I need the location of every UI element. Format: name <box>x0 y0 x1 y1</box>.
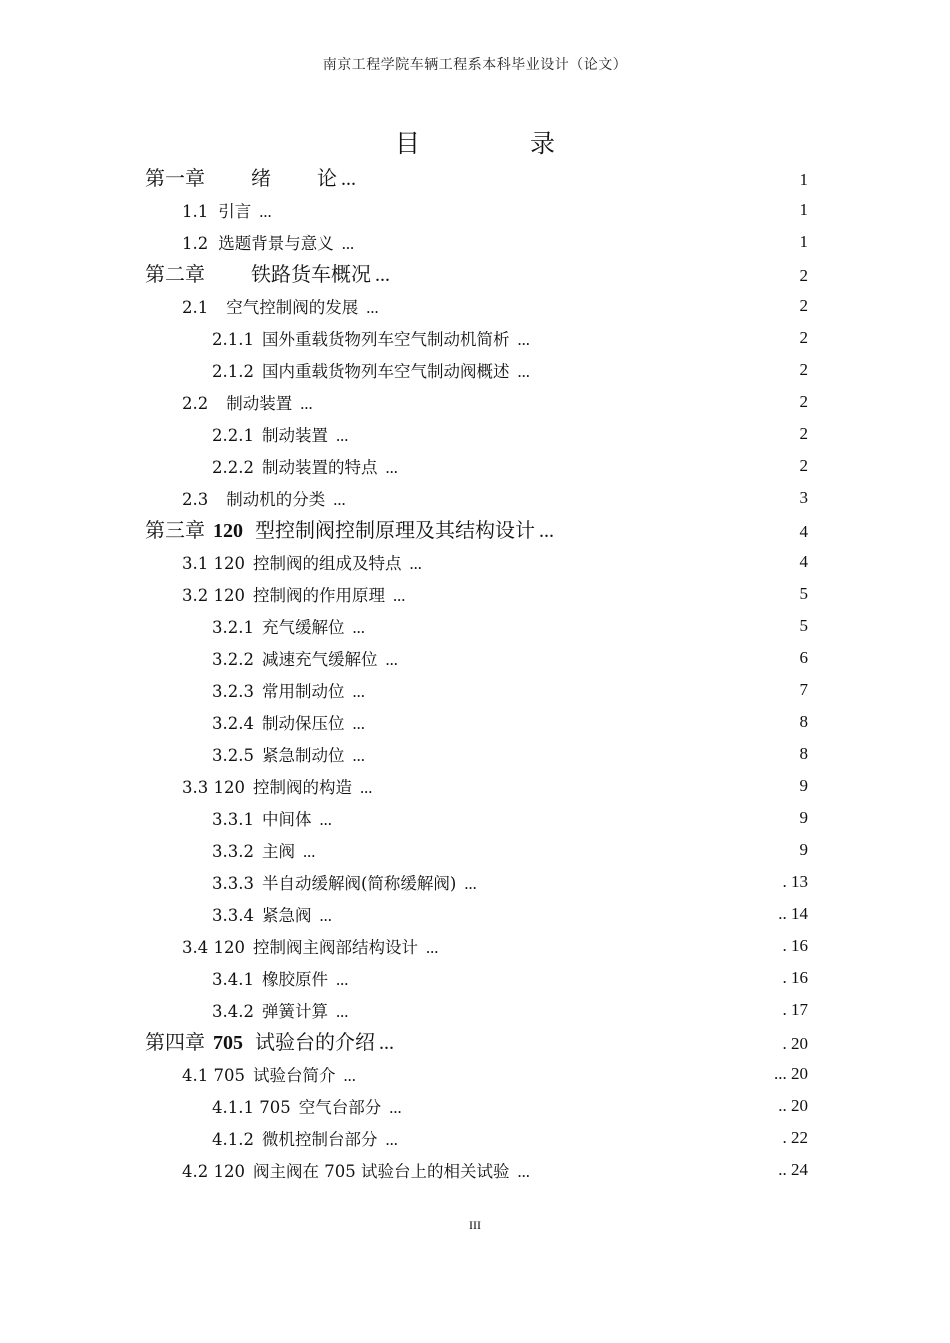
toc-chapter-entry[interactable] <box>0 1026 950 1058</box>
toc-entry-number: 第一章 <box>145 166 205 190</box>
toc-entry-number: 4.1.1 705 <box>212 1098 291 1117</box>
toc-entry-label <box>212 902 332 926</box>
toc-entry-title: 引言 <box>218 202 252 221</box>
toc-entry[interactable] <box>0 962 950 994</box>
toc-entry-label <box>212 614 365 638</box>
toc-entry-leader: ... <box>425 938 439 957</box>
toc-entry[interactable] <box>0 482 950 514</box>
toc-entry[interactable] <box>0 866 950 898</box>
toc-entry-label <box>212 870 477 894</box>
toc-entry[interactable] <box>0 994 950 1026</box>
toc-entry-label <box>182 230 354 254</box>
toc-entry-number: 3.2.1 <box>212 618 254 637</box>
toc-entry-label <box>145 1026 394 1055</box>
toc-entry-page: 2 <box>799 392 808 411</box>
page-header: 南京工程学院车辆工程系本科毕业设计（论文） <box>322 57 628 73</box>
toc-entry[interactable] <box>0 290 950 322</box>
toc-entry-number: 3.3 120 <box>182 778 245 797</box>
toc-entry-label <box>182 582 405 606</box>
toc-entry-page: . 22 <box>782 1128 808 1147</box>
toc-entry-title: 微机控制台部分 <box>261 1130 378 1149</box>
toc-entry-page: 8 <box>799 744 808 763</box>
toc-entry-number: 2.3 <box>182 490 209 509</box>
toc-entry-label <box>182 550 422 574</box>
toc-entry-title: 制动保压位 <box>261 714 345 733</box>
toc-entry[interactable] <box>0 322 950 354</box>
toc-entry-number: 2.2.1 <box>212 426 254 445</box>
toc-entry-title: 选题背景与意义 <box>218 234 334 253</box>
toc-entry-leader: ... <box>335 970 349 989</box>
toc-entry-title: 减速充气缓解位 <box>261 650 378 669</box>
toc-entry-label <box>212 678 365 702</box>
toc-entry-label <box>212 806 332 830</box>
toc-entry[interactable] <box>0 738 950 770</box>
toc-entry-title: 试验台的介绍 <box>255 1030 375 1054</box>
toc-entry-title: 控制阀主阀部结构设计 <box>252 938 418 957</box>
toc-entry-label <box>212 646 398 670</box>
toc-chapter-entry[interactable] <box>0 514 950 546</box>
toc-entry-bold-number: 705 <box>213 1032 243 1054</box>
toc-entry-number: 3.1 120 <box>182 554 245 573</box>
toc-entry-label <box>182 774 372 798</box>
toc-entry[interactable] <box>0 834 950 866</box>
toc-entry-page: 8 <box>799 712 808 731</box>
toc-entry-title: 主阀 <box>261 842 295 861</box>
toc-entry-leader: ... <box>539 520 554 542</box>
toc-entry-page: 2 <box>799 360 808 379</box>
toc-entry[interactable] <box>0 706 950 738</box>
toc-entry-leader: ... <box>409 554 422 573</box>
toc-entry-leader: ... <box>259 202 272 221</box>
toc-entry-title: 控制阀的作用原理 <box>252 586 385 605</box>
toc-entry-title: 制动装置的特点 <box>261 458 378 477</box>
toc-entry-title-part2: 论 <box>317 166 337 190</box>
toc-entry-number: 1.1 <box>182 202 209 221</box>
toc-entry-number: 3.4 120 <box>182 938 245 957</box>
toc-entry-page: .. 20 <box>778 1096 808 1115</box>
toc-entry-leader: ... <box>366 298 379 317</box>
toc-entry-title: 常用制动位 <box>261 682 345 701</box>
toc-entry-page: 9 <box>799 808 808 827</box>
toc-entry-page: 7 <box>799 680 808 699</box>
toc-entry-number: 第三章 <box>145 518 205 542</box>
toc-entry-page: 2 <box>799 424 808 443</box>
toc-entry[interactable] <box>0 226 950 258</box>
toc-title-char-1: 目 <box>394 129 420 158</box>
toc-entry-title: 充气缓解位 <box>261 618 345 637</box>
toc-entry-title: 绪 <box>251 166 271 190</box>
toc-entry[interactable] <box>0 450 950 482</box>
toc-title-char-2: 录 <box>530 129 556 158</box>
toc-entry-number: 1.2 <box>182 234 209 253</box>
toc-entry-title: 型控制阀控制原理及其结构设计 <box>255 518 535 542</box>
toc-entry-label <box>212 422 348 446</box>
toc-entry-leader: ... <box>300 394 313 413</box>
toc-entry-label <box>212 1094 402 1118</box>
toc-entry-leader: ... <box>385 650 398 669</box>
toc-entry-title: 橡胶原件 <box>261 970 328 989</box>
toc-entry-label <box>212 838 315 862</box>
toc-entry-title: 铁路货车概况 <box>251 262 371 286</box>
toc-entry-label <box>182 1158 530 1182</box>
toc-entry-title: 国内重载货物列车空气制动阀概述 <box>261 362 510 381</box>
toc-entry[interactable] <box>0 1122 950 1154</box>
toc-entry-page: . 17 <box>782 1000 808 1019</box>
toc-entry-number: 3.4.1 <box>212 970 254 989</box>
toc-entry[interactable] <box>0 1058 950 1090</box>
toc-entry[interactable] <box>0 386 950 418</box>
toc-entry-title: 紧急阀 <box>261 906 312 925</box>
toc-entry-title: 控制阀的组成及特点 <box>252 554 402 573</box>
toc-entry-page: 3 <box>799 488 808 507</box>
toc-entry-label <box>182 294 379 318</box>
toc-entry-leader: ... <box>385 1130 398 1149</box>
toc-entry-number: 3.3.1 <box>212 810 254 829</box>
toc-entry-number: 3.2 120 <box>182 586 245 605</box>
toc-entry-bold-number: 120 <box>213 520 243 542</box>
toc-entry-leader: ... <box>359 778 373 797</box>
toc-entry-leader: ... <box>352 746 365 765</box>
toc-entry-page: 6 <box>799 648 808 667</box>
toc-entry-label <box>212 966 348 990</box>
toc-entry-label <box>145 162 356 191</box>
toc-entry-title: 空气控制阀的发展 <box>226 298 359 317</box>
toc-entry-leader: ... <box>517 1162 530 1181</box>
toc-entry-page: 9 <box>799 840 808 859</box>
toc-entry-leader: ... <box>319 906 332 925</box>
toc-entry-number: 3.2.4 <box>212 714 254 733</box>
toc-entry-number: 3.3.4 <box>212 906 254 925</box>
toc-entry-page: 2 <box>799 266 808 285</box>
toc-entry-label <box>212 454 398 478</box>
toc-entry-page: . 16 <box>782 968 808 987</box>
toc-entry-label <box>212 1126 398 1150</box>
toc-entry-title: 试验台简介 <box>252 1066 336 1085</box>
toc-entry-number: 2.2.2 <box>212 458 254 477</box>
toc-entry-title: 中间体 <box>261 810 312 829</box>
toc-entry-number: 3.3.3 <box>212 874 254 893</box>
toc-entry-label <box>182 1062 356 1086</box>
toc-entry[interactable] <box>0 1090 950 1122</box>
toc-entry-number: 4.2 120 <box>182 1162 245 1181</box>
toc-entry[interactable] <box>0 898 950 930</box>
toc-entry-leader: ... <box>341 234 355 253</box>
toc-entry[interactable] <box>0 930 950 962</box>
toc-entry-label <box>212 710 365 734</box>
toc-entry-page: 1 <box>799 232 808 251</box>
toc-title <box>0 124 950 160</box>
toc-entry-page: 1 <box>799 170 808 189</box>
toc-entry-number: 3.2.5 <box>212 746 254 765</box>
toc-entry-page: . 13 <box>782 872 808 891</box>
toc-entry-title: 制动机的分类 <box>226 490 326 509</box>
toc-entry[interactable] <box>0 610 950 642</box>
toc-entry-label <box>182 486 346 510</box>
toc-entry-label <box>212 326 530 350</box>
toc-entry[interactable] <box>0 546 950 578</box>
toc-entry-page: . 16 <box>782 936 808 955</box>
toc-entry-title: 国外重载货物列车空气制动机简析 <box>261 330 510 349</box>
toc-entry-title: 弹簧计算 <box>261 1002 328 1021</box>
toc-entry-label <box>212 742 365 766</box>
toc-entry-leader: ... <box>335 426 349 445</box>
toc-entry-page: 5 <box>799 616 808 635</box>
toc-entry-page: 4 <box>799 522 808 541</box>
toc-entry-title: 控制阀的构造 <box>252 778 352 797</box>
toc-entry-number: 2.1 <box>182 298 209 317</box>
toc-entry-leader: ... <box>375 264 390 286</box>
toc-entry-label <box>182 390 313 414</box>
toc-entry-leader: ... <box>319 810 332 829</box>
toc-entry-number: 3.4.2 <box>212 1002 254 1021</box>
toc-entry-number: 2.1.2 <box>212 362 254 381</box>
toc-entry-page: .. 24 <box>778 1160 808 1179</box>
toc-entry-title: 空气台部分 <box>298 1098 382 1117</box>
toc-entry-leader: ... <box>352 682 365 701</box>
toc-entry-leader: ... <box>302 842 316 861</box>
toc-entry-leader: ... <box>517 330 530 349</box>
toc-entry-title: 紧急制动位 <box>261 746 345 765</box>
toc-entry-number: 4.1 705 <box>182 1066 245 1085</box>
toc-entry[interactable] <box>0 642 950 674</box>
toc-entry-page: 4 <box>799 552 808 571</box>
toc-entry-leader: ... <box>517 362 530 381</box>
toc-chapter-entry[interactable] <box>0 162 950 194</box>
page-number: III <box>469 1218 481 1232</box>
toc-entry-title: 阀主阀在 705 试验台上的相关试验 <box>252 1162 510 1181</box>
toc-entry-page: 2 <box>799 456 808 475</box>
toc-entry[interactable] <box>0 1154 950 1186</box>
toc-chapter-entry[interactable] <box>0 258 950 290</box>
table-of-contents <box>0 162 950 1186</box>
toc-entry-page: 5 <box>799 584 808 603</box>
toc-entry-leader: ... <box>352 714 365 733</box>
toc-entry[interactable] <box>0 578 950 610</box>
toc-entry-label <box>145 514 554 543</box>
toc-entry-title: 制动装置 <box>226 394 293 413</box>
toc-entry-label <box>182 198 272 222</box>
toc-entry-title: 制动装置 <box>261 426 328 445</box>
toc-entry-leader: ... <box>341 168 356 190</box>
toc-entry[interactable] <box>0 354 950 386</box>
toc-entry-page: 9 <box>799 776 808 795</box>
toc-entry-leader: ... <box>333 490 346 509</box>
toc-entry-number: 3.2.2 <box>212 650 254 669</box>
toc-entry-label <box>145 258 390 287</box>
toc-entry-number: 2.2 <box>182 394 209 413</box>
toc-entry-leader: ... <box>352 618 365 637</box>
toc-entry-page: ... 20 <box>774 1064 808 1083</box>
toc-entry-page: . 20 <box>782 1034 808 1053</box>
toc-entry-title: 半自动缓解阀(简称缓解阀) <box>261 874 457 893</box>
toc-entry-page: 1 <box>799 200 808 219</box>
toc-entry-number: 3.2.3 <box>212 682 254 701</box>
toc-entry-page: 2 <box>799 328 808 347</box>
toc-entry-number: 4.1.2 <box>212 1130 254 1149</box>
toc-entry-leader: ... <box>343 1066 356 1085</box>
toc-entry-leader: ... <box>335 1002 349 1021</box>
toc-entry-number: 第二章 <box>145 262 205 286</box>
toc-entry-label <box>212 998 348 1022</box>
toc-entry-leader: ... <box>385 458 398 477</box>
toc-entry[interactable] <box>0 418 950 450</box>
toc-entry-number: 3.3.2 <box>212 842 254 861</box>
toc-entry-label <box>182 934 438 958</box>
toc-entry[interactable] <box>0 674 950 706</box>
toc-entry-page: 2 <box>799 296 808 315</box>
toc-entry-page: .. 14 <box>778 904 808 923</box>
toc-entry[interactable] <box>0 194 950 226</box>
toc-entry[interactable] <box>0 770 950 802</box>
toc-entry-number: 第四章 <box>145 1030 205 1054</box>
toc-entry-leader: ... <box>389 1098 402 1117</box>
toc-entry-leader: ... <box>379 1032 394 1054</box>
toc-entry[interactable] <box>0 802 950 834</box>
toc-entry-label <box>212 358 530 382</box>
toc-entry-leader: ... <box>392 586 406 605</box>
toc-entry-leader: ... <box>464 874 477 893</box>
toc-entry-number: 2.1.1 <box>212 330 254 349</box>
